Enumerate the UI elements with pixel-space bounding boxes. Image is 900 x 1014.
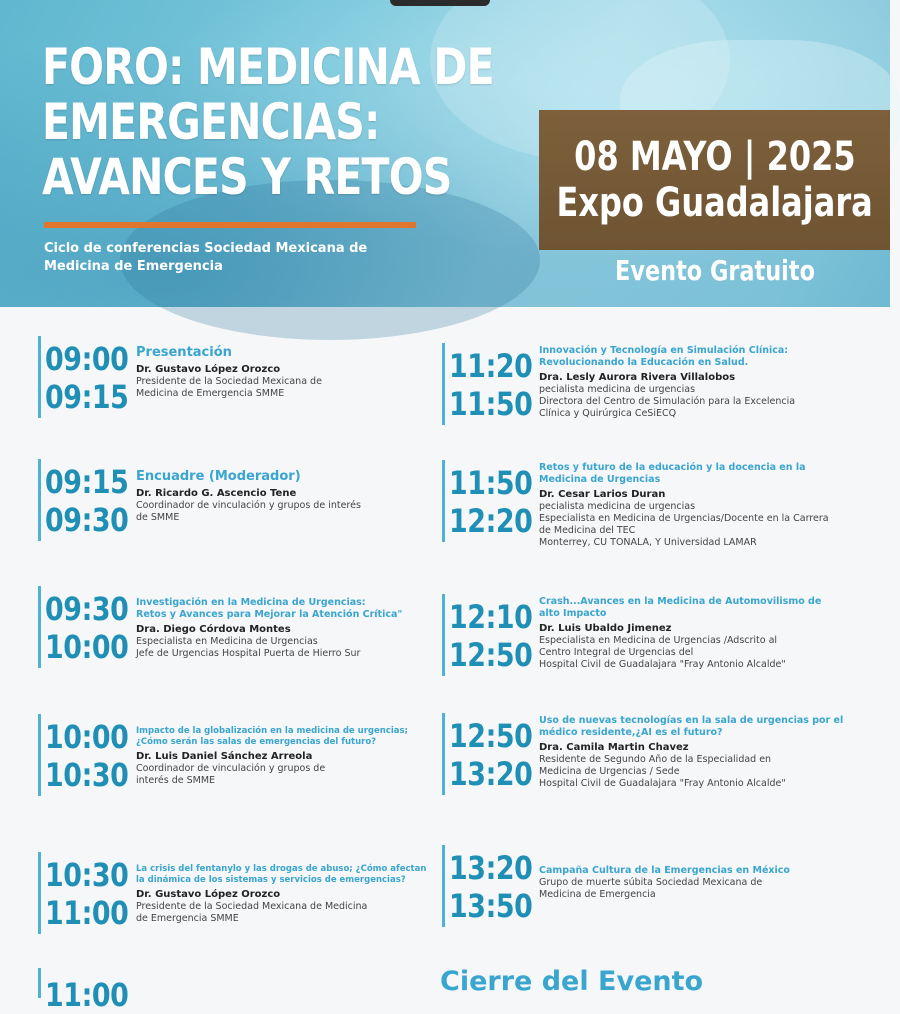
event-title-line: FORO: MEDICINA DE [42, 38, 494, 96]
session-times [449, 849, 539, 925]
session-end-time: 09:30 [45, 501, 129, 539]
session-start-time: 09:15 [45, 463, 129, 501]
session-end-time: 12:20 [449, 502, 533, 540]
closing-start-time: 11:00 [45, 976, 129, 1014]
session-times [45, 340, 135, 416]
event-banner [0, 0, 890, 307]
event-date: 08 MAYO | 2025 [573, 134, 856, 180]
session-times [45, 856, 135, 932]
session-start-time: 09:00 [45, 340, 129, 378]
session-start-time: 13:20 [449, 849, 533, 887]
session-info [539, 596, 821, 671]
closing-title: Cierre del Evento [440, 966, 704, 997]
session-title: Innovación y Tecnología en Simulación Clínica: Revolucionando la Educación en Salud. [539, 345, 789, 368]
session-speaker: Dra. Lesly Aurora Rivera Villalobos [539, 372, 736, 383]
session-title: Investigación en la Medicina de Urgencias: Retos y Avances para Mejorar la Atención Crítica" [136, 597, 403, 620]
event-title-line: EMERGENCIAS: [42, 93, 380, 151]
session-accent-bar [442, 845, 445, 927]
session-start-time: 09:30 [45, 590, 129, 628]
session-info [136, 597, 402, 660]
session-info [136, 726, 408, 787]
session-times [449, 598, 539, 674]
agenda-session [38, 336, 438, 418]
session-accent-bar [38, 968, 41, 998]
event-title-line: AVANCES Y RETOS [42, 148, 452, 206]
session-accent-bar [442, 460, 445, 542]
session-accent-bar [38, 459, 41, 541]
session-title: Impacto de la globalización en la medicina de urgencias; ¿Cómo serán las salas de emergencias del futuro? [136, 726, 408, 747]
agenda-session [442, 343, 882, 425]
agenda-session [38, 852, 438, 934]
agenda-session [442, 713, 882, 795]
free-event-label: Evento Gratuito [615, 254, 815, 287]
session-speaker: Dr. Cesar Larios Duran [539, 489, 666, 500]
session-speaker-role: Coordinador de vinculación y grupos de interés de SMME [136, 763, 326, 786]
session-speaker-role: Presidente de la Sociedad Mexicana de Medicina de Emergencia SMME [136, 901, 368, 924]
session-speaker-role: Especialista en Medicina de Urgencias Jefe de Urgencias Hospital Puerta de Hierro Sur [136, 636, 361, 659]
session-speaker-role: Presidente de la Sociedad Mexicana de Medicina de Emergencia SMME [136, 376, 322, 399]
session-title: Uso de nuevas tecnologías en la sala de urgencias por el médico residente,¿AI es el futuro? [539, 715, 844, 738]
session-times [449, 717, 539, 793]
session-info [539, 865, 790, 901]
session-start-time: 11:50 [449, 464, 533, 502]
session-title: Retos y futuro de la educación y la docencia en la Medicina de Urgencias [539, 462, 806, 485]
session-speaker: Dr. Luis Daniel Sánchez Arreola [136, 751, 313, 762]
session-times [45, 718, 135, 794]
session-accent-bar [38, 586, 41, 668]
session-end-time: 10:00 [45, 628, 129, 666]
closing-session [38, 968, 158, 1014]
session-speaker-role: pecialista medicina de urgencias Directora del Centro de Simulación para la Excelencia Clínica y Quirúrgica CeSiECQ [539, 384, 796, 419]
session-start-time: 12:10 [449, 598, 533, 636]
session-times [45, 463, 135, 539]
event-subtitle-line: Ciclo de conferencias Sociedad Mexicana de [44, 241, 368, 256]
session-speaker: Dra. Camila Martin Chavez [539, 742, 689, 753]
session-speaker-role: Especialista en Medicina de Urgencias /Adscrito al Centro Integral de Urgencias del Hospital Civil de Guadalajara "Fray Antonio Alcalde" [539, 635, 786, 670]
session-accent-bar [38, 714, 41, 796]
session-info [136, 864, 426, 925]
agenda-session [442, 845, 882, 927]
agenda-session [38, 714, 438, 796]
session-accent-bar [38, 336, 41, 418]
session-speaker: Dr. Ricardo G. Ascencio Tene [136, 488, 297, 499]
session-accent-bar [442, 343, 445, 425]
session-times [449, 347, 539, 423]
session-start-time: 12:50 [449, 717, 533, 755]
session-end-time: 09:15 [45, 378, 129, 416]
agenda-session [442, 460, 882, 548]
session-speaker: Dr. Luis Ubaldo Jimenez [539, 623, 672, 634]
session-speaker: Dra. Diego Córdova Montes [136, 624, 291, 635]
top-edge-mark [390, 0, 490, 6]
session-title: Presentación [136, 345, 232, 360]
session-speaker-role: Residente de Segundo Año de la Especialidad en Medicina de Urgencias / Sede Hospital Civil de Guadalajara "Fray Antonio Alcalde" [539, 754, 786, 789]
session-speaker: Dr. Gustavo López Orozco [136, 889, 281, 900]
session-info [539, 462, 829, 549]
session-end-time: 13:20 [449, 755, 533, 793]
agenda-session [38, 459, 438, 541]
agenda-session [442, 594, 882, 676]
session-info [136, 469, 361, 524]
session-start-time: 11:20 [449, 347, 533, 385]
event-title [42, 38, 494, 206]
session-accent-bar [442, 594, 445, 676]
session-info [539, 345, 795, 420]
session-start-time: 10:00 [45, 718, 129, 756]
agenda-session [38, 586, 438, 668]
session-times [45, 590, 135, 666]
session-speaker-role: pecialista medicina de urgencias Especialista en Medicina de Urgencias/Docente en la Carrera de Medicina del TEC Monterrey, CU TONALA, Y Universidad LAMAR [539, 501, 829, 548]
session-title: Crash...Avances en la Medicina de Automovilismo de alto Impacto [539, 596, 822, 619]
session-start-time: 10:30 [45, 856, 129, 894]
session-end-time: 12:50 [449, 636, 533, 674]
event-subtitle-line: Medicina de Emergencia [44, 259, 223, 274]
session-info [539, 715, 843, 790]
session-speaker-role: Coordinador de vinculación y grupos de interés de SMME [136, 500, 361, 523]
session-end-time: 11:00 [45, 894, 129, 932]
session-times [449, 464, 539, 540]
session-end-time: 13:50 [449, 887, 533, 925]
session-speaker: Dr. Gustavo López Orozco [136, 364, 281, 375]
date-venue-box [539, 110, 890, 250]
session-speaker-role: Grupo de muerte súbita Sociedad Mexicana de Medicina de Emergencia [539, 877, 763, 900]
session-info [136, 345, 322, 400]
session-end-time: 11:50 [449, 385, 533, 423]
session-end-time: 10:30 [45, 756, 129, 794]
session-accent-bar [442, 713, 445, 795]
event-subtitle [44, 240, 444, 276]
session-title: La crisis del fentanylo y las drogas de abuso; ¿Cómo afectan la dinámica de los sistemas y servicios de emergencias? [136, 864, 427, 885]
session-title: Campaña Cultura de la Emergencias en México [539, 865, 790, 876]
session-accent-bar [38, 852, 41, 934]
session-title: Encuadre (Moderador) [136, 469, 301, 484]
title-underline [44, 222, 416, 228]
event-venue: Expo Guadalajara [556, 180, 873, 226]
